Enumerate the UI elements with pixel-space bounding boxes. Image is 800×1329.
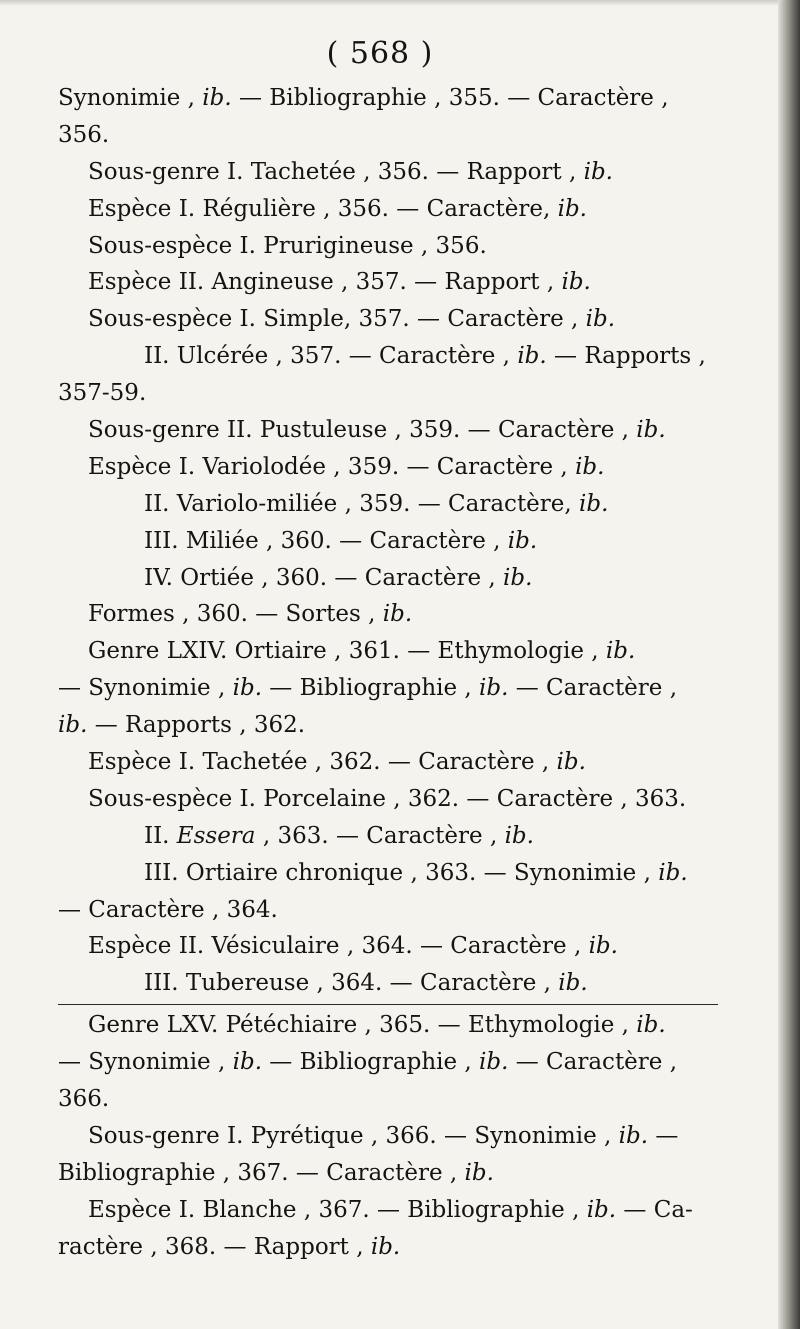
italic-text: ib. <box>556 749 586 776</box>
italic-text: ib. <box>658 859 688 886</box>
index-line <box>58 301 718 338</box>
text-segment: — Ca- <box>616 1196 693 1223</box>
text-segment: Sous-genre I. Pyrétique , 366. — Synonimie , <box>88 1122 619 1149</box>
index-line <box>58 596 718 633</box>
text-segment: II. Variolo-miliée , 359. — Caractère, <box>144 490 580 517</box>
text-segment: 366. <box>58 1086 110 1113</box>
italic-text: ib. <box>382 601 413 628</box>
italic-text: ib. <box>479 1049 509 1076</box>
text-segment: III. Ortiaire chronique , 363. — Synonimie , <box>144 859 659 886</box>
index-line <box>58 117 718 154</box>
italic-text: ib. <box>585 306 616 333</box>
index-line <box>58 191 718 228</box>
scan-top-edge <box>0 0 800 6</box>
index-line <box>58 1155 718 1192</box>
index-text <box>58 80 718 1266</box>
text-segment: Sous-espèce I. Prurigineuse , 356. <box>88 232 487 259</box>
italic-text: ib. <box>232 675 262 702</box>
index-line <box>58 412 718 449</box>
italic-text: ib. <box>575 453 605 480</box>
text-segment: ractère , 368. — Rapport , <box>58 1233 371 1260</box>
index-line <box>58 928 718 965</box>
italic-text: ib. <box>583 158 613 185</box>
italic-text: ib. <box>636 1012 666 1039</box>
italic-text: ib. <box>586 1196 617 1223</box>
italic-text: ib. <box>561 269 591 296</box>
italic-text: ib. <box>479 675 509 702</box>
index-line <box>58 1081 718 1118</box>
text-segment: — Bibliographie , <box>262 1049 480 1076</box>
text-segment: — Caractère , <box>508 1049 678 1076</box>
index-line <box>58 855 718 892</box>
text-segment: — Bibliographie , <box>262 675 480 702</box>
text-segment: Sous-genre II. Pustuleuse , 359. — Caractère , <box>88 417 637 444</box>
text-segment: — Synonimie , <box>58 1049 233 1076</box>
section-rule <box>58 1004 718 1005</box>
index-line <box>58 80 718 117</box>
text-segment: Genre LXIV. Ortiaire , 361. — Ethymologie , <box>88 638 606 665</box>
italic-text: ib. <box>618 1122 649 1149</box>
index-line <box>58 965 718 1002</box>
text-segment: — Synonimie , <box>58 675 233 702</box>
index-line <box>58 560 718 597</box>
text-segment: — <box>648 1122 679 1149</box>
index-line <box>58 486 718 523</box>
text-segment: Sous-espèce I. Porcelaine , 362. — Caractère , 363. <box>88 785 687 812</box>
index-line <box>58 781 718 818</box>
scan-right-edge <box>778 0 800 1329</box>
index-line <box>58 338 718 375</box>
index-line <box>58 1007 718 1044</box>
text-segment: Sous-genre I. Tachetée , 356. — Rapport , <box>88 158 584 185</box>
text-segment: Espèce II. Vésiculaire , 364. — Caractère , <box>88 933 589 960</box>
text-segment: III. Miliée , 360. — Caractère , <box>144 527 508 554</box>
italic-text: ib. <box>588 933 618 960</box>
index-line <box>58 744 718 781</box>
italic-text: ib. <box>558 970 588 997</box>
italic-text: Essera <box>176 822 256 849</box>
italic-text: ib. <box>464 1159 494 1186</box>
text-segment: Genre LXV. Pétéchiaire , 365. — Ethymologie , <box>88 1012 637 1039</box>
index-line <box>58 892 718 929</box>
text-segment: — Bibliographie , 355. — Caractère , <box>231 85 669 111</box>
index-line <box>58 633 718 670</box>
text-segment: Espèce I. Régulière , 356. — Caractère, <box>88 195 558 222</box>
italic-text: ib. <box>605 638 636 665</box>
italic-text: ib. <box>202 85 232 111</box>
index-line <box>58 670 718 707</box>
text-segment: — Caractère , <box>508 675 678 702</box>
text-segment: Sous-espèce I. Simple, 357. — Caractère , <box>88 306 586 333</box>
text-segment: Espèce II. Angineuse , 357. — Rapport , <box>88 269 562 296</box>
index-line <box>58 1229 718 1266</box>
italic-text: ib. <box>517 343 547 370</box>
italic-text: ib. <box>557 195 587 222</box>
text-segment: II. <box>144 822 177 849</box>
index-line <box>58 154 718 191</box>
text-segment: — Caractère , 364. <box>58 896 278 923</box>
text-segment: III. Tubereuse , 364. — Caractère , <box>144 970 559 997</box>
index-line <box>58 228 718 265</box>
italic-text: ib. <box>370 1233 401 1260</box>
page-number: ( 568 ) <box>326 36 434 71</box>
text-segment: Bibliographie , 367. — Caractère , <box>58 1159 465 1186</box>
text-segment: 356. <box>58 121 110 148</box>
index-line <box>58 1118 718 1155</box>
index-line <box>58 449 718 486</box>
index-line <box>58 818 718 855</box>
text-segment: Formes , 360. — Sortes , <box>88 601 383 628</box>
index-line <box>58 1044 718 1081</box>
text-segment: Espèce I. Tachetée , 362. — Caractère , <box>88 749 557 776</box>
index-line <box>58 523 718 560</box>
text-segment: — Rapports , <box>546 343 706 370</box>
text-segment: Synonimie , <box>58 85 203 111</box>
italic-text: ib. <box>579 490 609 517</box>
italic-text: ib. <box>232 1049 262 1076</box>
index-line <box>58 264 718 301</box>
text-segment: IV. Ortiée , 360. — Caractère , <box>144 564 504 591</box>
index-line <box>58 1192 718 1229</box>
text-segment: Espèce I. Blanche , 367. — Bibliographie , <box>88 1196 587 1223</box>
italic-text: ib. <box>636 417 666 444</box>
italic-text: ib. <box>504 822 534 849</box>
index-line <box>58 707 718 744</box>
text-segment: II. Ulcérée , 357. — Caractère , <box>144 343 518 370</box>
text-segment: , 363. — Caractère , <box>255 822 505 849</box>
index-line <box>58 375 718 412</box>
text-segment: — Rapports , 362. <box>87 712 306 739</box>
text-segment: 357-59. <box>58 380 147 407</box>
italic-text: ib. <box>58 712 88 739</box>
italic-text: ib. <box>503 564 533 591</box>
italic-text: ib. <box>507 527 538 554</box>
text-segment: Espèce I. Variolodée , 359. — Caractère , <box>88 453 576 480</box>
